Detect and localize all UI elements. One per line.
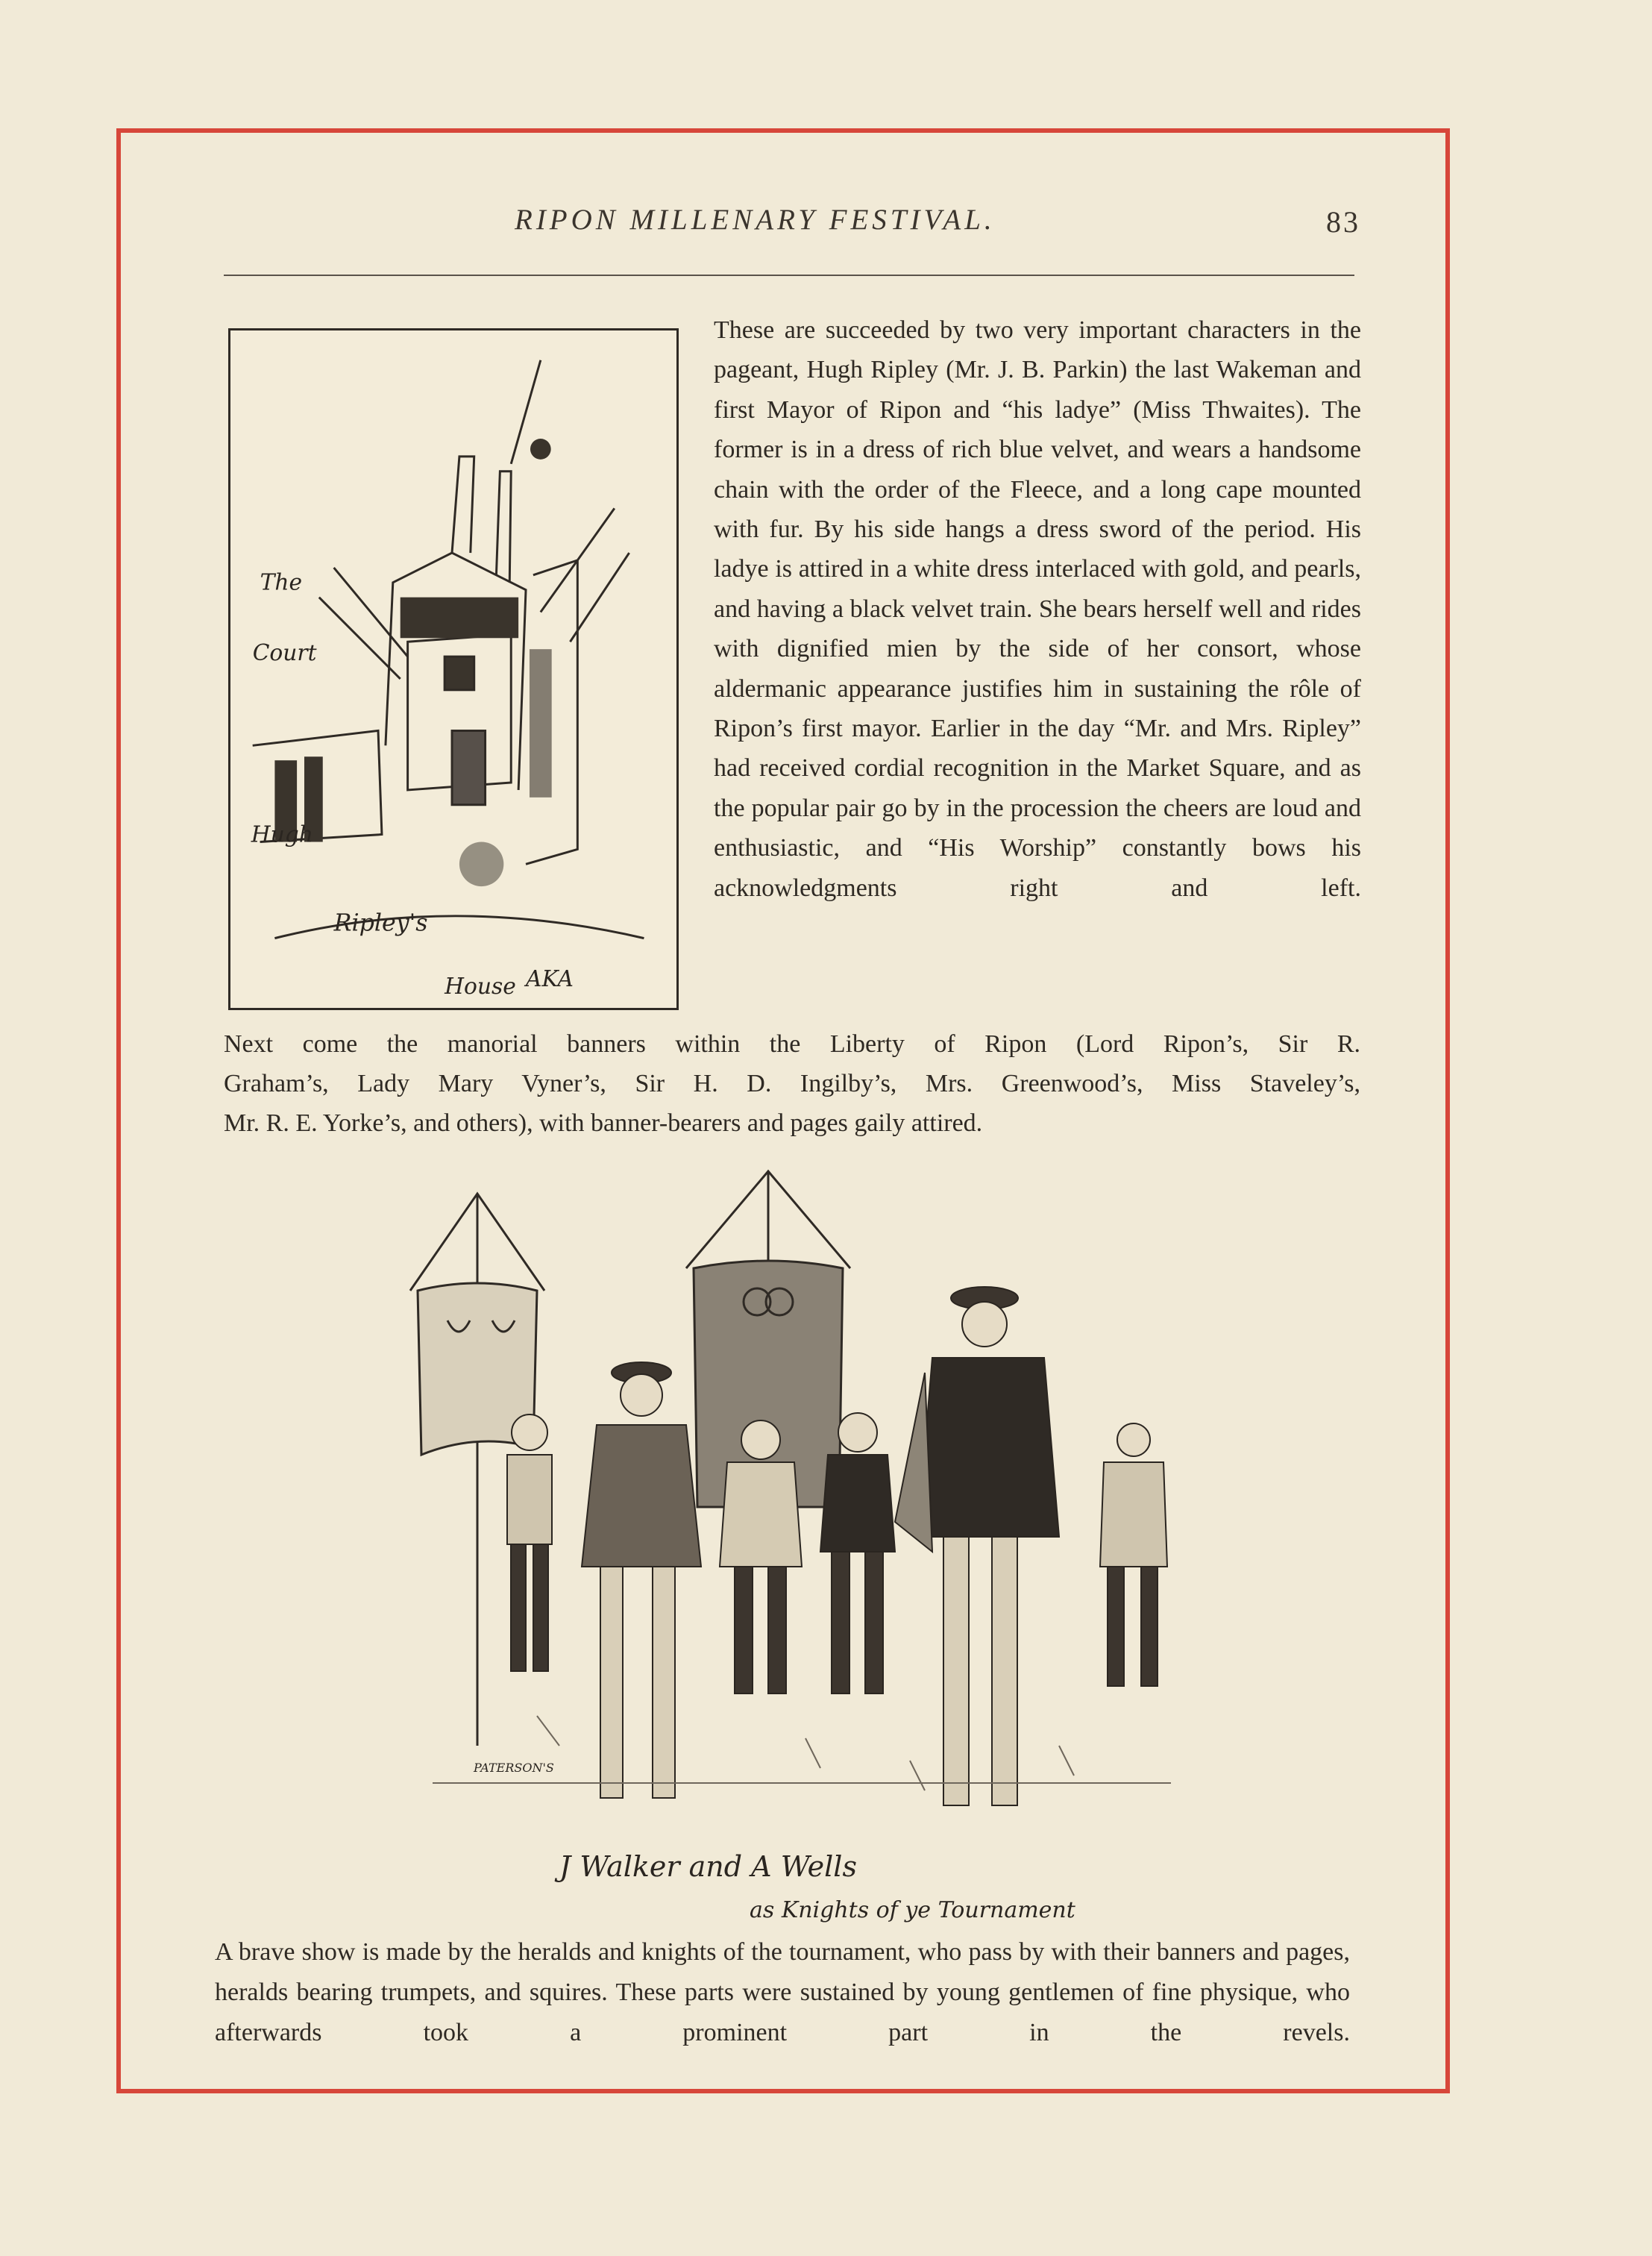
running-title: RIPON MILLENARY FESTIVAL. — [515, 204, 996, 236]
paragraph-ripley-text: These are succeeded by two very important characters in the pageant, Hugh Ripley (Mr. J. B. Parkin) the last Wakeman and first Mayor of Ripon and “his ladye” (Miss Thwaites). The former is in a dress of rich blue velvet, and wears a handsome chain with the order of the Fleece, and a long cape mounted with fur. By his side hangs a dress sword of the period. His ladye is attired in a white dress interlaced with gold, and pearls, and having a black velvet train. She bears herself well and rides with dignified mien by the side of her consort, whose aldermanic appearance justifies him in sustaining the rôle of Ripon’s first mayor. Earlier in the day “Mr. and Mrs. Ripley” had received cordial recognition in the Market Square, and as the popular pair go by in the procession the cheers are loud and enthusiastic, and “His Worship” constantly bows his acknowledgments right and left. — [714, 316, 1361, 902]
paragraph-ripley-wrapped — [714, 310, 1361, 908]
court-illustration — [228, 328, 679, 1010]
inscription-word: AKA — [526, 966, 574, 993]
artist-signature: PATERSON'S — [474, 1761, 554, 1775]
inscription-word: House — [445, 974, 516, 1000]
page-number: 83 — [1326, 205, 1360, 239]
paragraph-banners-line: Graham’s, Lady Mary Vyner’s, Sir H. D. Ingilby’s, Mrs. Greenwood’s, Miss Staveley’s, — [224, 1070, 1360, 1097]
paragraph-banners-line: Next come the manorial banners within the Liberty of Ripon (Lord Ripon’s, Sir R. — [224, 1030, 1360, 1058]
inscription-word: The — [260, 569, 303, 596]
paragraph-tournament — [215, 1932, 1350, 2053]
header-rule — [224, 275, 1354, 276]
inscription-word: Hugh — [251, 821, 313, 848]
figure-caption-line: J Walker and A Wells — [559, 1850, 857, 1883]
paragraph-tournament-text: A brave show is made by the heralds and knights of the tournament, who pass by with their banners and pages, heralds bearing trumpets, and squires. These parts were sustained by young gentlemen of fine physique, who afterwards took a prominent part in the revels. — [215, 1938, 1350, 2046]
figure-caption-line: as Knights of ye Tournament — [750, 1897, 1075, 1923]
court-sketch — [230, 330, 676, 1008]
knights-sketch — [388, 1149, 1201, 1992]
inscription-word: Ripley's — [333, 909, 428, 937]
paragraph-banners-line: Mr. R. E. Yorke’s, and others), with banner-bearers and pages gaily attired. — [224, 1109, 983, 1137]
knights-illustration — [388, 1149, 1201, 1992]
inscription-word: Court — [252, 640, 317, 667]
